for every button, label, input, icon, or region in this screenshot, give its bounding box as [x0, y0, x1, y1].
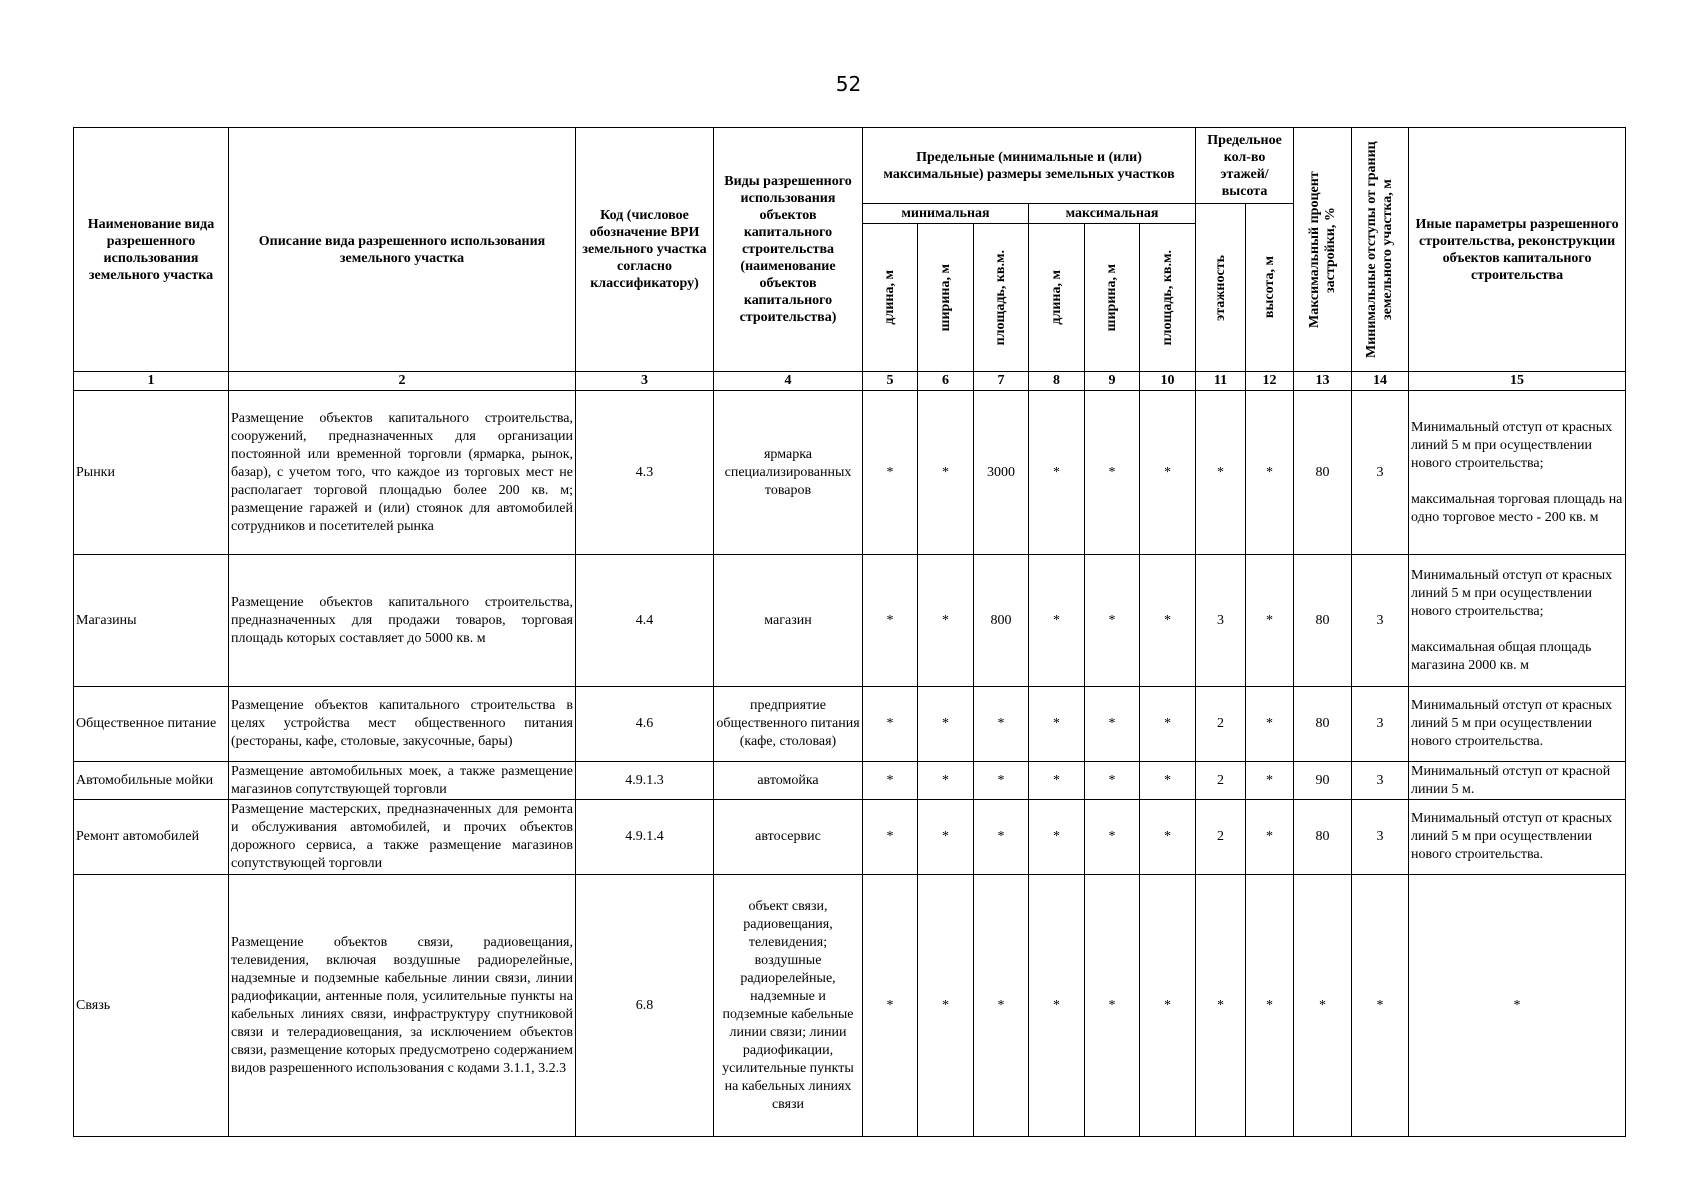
header-code: Код (числовое обозначение ВРИ земельного участка согласно классификатору): [576, 128, 714, 372]
other-param-text: Минимальный отступ от красных линий 5 м при осуществлении нового строительства;: [1411, 567, 1613, 619]
row-other-params: [1409, 800, 1626, 875]
header-limits: Предельные (минимальные и (или) максимальные) размеры земельных участков: [863, 128, 1196, 204]
row-height: *: [1246, 555, 1294, 687]
column-number: 3: [576, 372, 714, 391]
table-row: [74, 687, 1626, 762]
row-setback: 3: [1352, 762, 1409, 800]
header-max-length: длина, м: [1029, 224, 1085, 372]
row-max-area: *: [1140, 555, 1196, 687]
other-param-text: Минимальный отступ от красных линий 5 м при осуществлении нового строительства;: [1411, 419, 1613, 471]
column-number-row: [74, 372, 1626, 391]
row-other-params: [1409, 687, 1626, 762]
row-min-length: *: [863, 391, 918, 555]
row-setback: 3: [1352, 555, 1409, 687]
table-row: [74, 875, 1626, 1137]
row-height: *: [1246, 762, 1294, 800]
row-min-area: 800: [974, 555, 1029, 687]
row-max-length: *: [1029, 875, 1085, 1137]
row-percent: 80: [1294, 687, 1352, 762]
row-percent: 80: [1294, 555, 1352, 687]
row-min-length: *: [863, 555, 918, 687]
row-min-area: *: [974, 875, 1029, 1137]
row-min-length: *: [863, 800, 918, 875]
row-setback: 3: [1352, 800, 1409, 875]
row-percent: 80: [1294, 391, 1352, 555]
row-min-width: *: [918, 800, 974, 875]
column-number: 10: [1140, 372, 1196, 391]
row-storeys: 3: [1196, 555, 1246, 687]
row-max-width: *: [1085, 875, 1140, 1137]
row-max-length: *: [1029, 762, 1085, 800]
column-number: 8: [1029, 372, 1085, 391]
row-description: Размещение объектов капитального строительства, предназначенных для продажи товаров, торговая площадь которых составляет до 5000 кв. м: [229, 555, 576, 687]
header-description: Описание вида разрешенного использования земельного участка: [229, 128, 576, 372]
header-minimal: минимальная: [863, 204, 1029, 224]
row-code: 4.4: [576, 555, 714, 687]
column-number: 12: [1246, 372, 1294, 391]
row-min-area: 3000: [974, 391, 1029, 555]
header-min-width: ширина, м: [918, 224, 974, 372]
table-row: [74, 391, 1626, 555]
row-percent: 80: [1294, 800, 1352, 875]
row-description: Размещение автомобильных моек, а также размещение магазинов сопутствующей торговли: [229, 762, 576, 800]
row-min-length: *: [863, 687, 918, 762]
row-description: Размещение объектов связи, радиовещания, телевидения, включая воздушные радиорелейные, надземные и подземные кабельные линии связи, линии радиофикации, антенные поля, усилительные пункты на кабельных линиях связи, инфраструктуру спутниковой связи и телерадиовещания, за исключением объектов связи, размещение которых предусмотрено содержанием видов разрешенного использования с кодами 3.1.1, 3.2.3: [229, 875, 576, 1137]
row-max-length: *: [1029, 391, 1085, 555]
column-number: 7: [974, 372, 1029, 391]
column-number: 1: [74, 372, 229, 391]
row-height: *: [1246, 800, 1294, 875]
row-max-length: *: [1029, 687, 1085, 762]
row-min-width: *: [918, 687, 974, 762]
row-max-area: *: [1140, 687, 1196, 762]
column-number: 13: [1294, 372, 1352, 391]
other-param-text: Минимальный отступ от красной линии 5 м.: [1411, 763, 1611, 797]
header-percent: Максимальный процент застройки, %: [1294, 128, 1352, 372]
row-max-area: *: [1140, 762, 1196, 800]
row-height: *: [1246, 875, 1294, 1137]
land-use-table: [73, 127, 1626, 1137]
row-kinds: предприятие общественного питания (кафе, столовая): [714, 687, 863, 762]
header-floors: Предельное кол-во этажей/ высота: [1196, 128, 1294, 204]
row-storeys: *: [1196, 875, 1246, 1137]
table-row: [74, 555, 1626, 687]
row-name: Магазины: [74, 555, 229, 687]
row-setback: 3: [1352, 391, 1409, 555]
row-other-params: [1409, 391, 1626, 555]
row-min-length: *: [863, 762, 918, 800]
row-description: Размещение объектов капитального строительства, сооружений, предназначенных для организации постоянной или временной торговли (ярмарка, рынок, базар), с учетом того, что каждое из торговых мест не располагает торговой площадью более 200 кв. м; размещение гаражей и (или) стоянок для автомобилей сотрудников и посетителей рынка: [229, 391, 576, 555]
table-row: [74, 762, 1626, 800]
row-storeys: 2: [1196, 800, 1246, 875]
table-row: [74, 800, 1626, 875]
row-storeys: 2: [1196, 687, 1246, 762]
page-number: 52: [835, 72, 862, 96]
row-min-area: *: [974, 687, 1029, 762]
header-max-area: площадь, кв.м.: [1140, 224, 1196, 372]
row-storeys: *: [1196, 391, 1246, 555]
row-other-params: [1409, 555, 1626, 687]
header-setback: Минимальные отступы от границ земельного участка, м: [1352, 128, 1409, 372]
row-max-width: *: [1085, 555, 1140, 687]
other-param-text: *: [1513, 997, 1521, 1013]
header-other: Иные параметры разрешенного строительства, реконструкции объектов капитального строительства: [1409, 128, 1626, 372]
column-number: 5: [863, 372, 918, 391]
row-name: Рынки: [74, 391, 229, 555]
other-param-text: Минимальный отступ от красных линий 5 м при осуществлении нового строительства.: [1411, 811, 1613, 862]
row-kinds: автосервис: [714, 800, 863, 875]
row-max-width: *: [1085, 800, 1140, 875]
header-height: высота, м: [1246, 204, 1294, 372]
row-description: Размещение мастерских, предназначенных для ремонта и обслуживания автомобилей, и прочих объектов дорожного сервиса, а также размещение магазинов сопутствующей торговли: [229, 800, 576, 875]
row-height: *: [1246, 391, 1294, 555]
row-max-area: *: [1140, 875, 1196, 1137]
header-kinds: Виды разрешенного использования объектов капитального строительства (наименование объектов капитального строительства): [714, 128, 863, 372]
row-min-width: *: [918, 875, 974, 1137]
row-other-params: [1409, 762, 1626, 800]
column-number: 15: [1409, 372, 1626, 391]
column-number: 11: [1196, 372, 1246, 391]
row-min-width: *: [918, 762, 974, 800]
row-setback: *: [1352, 875, 1409, 1137]
row-code: 4.6: [576, 687, 714, 762]
row-max-length: *: [1029, 800, 1085, 875]
row-max-area: *: [1140, 800, 1196, 875]
row-code: 4.9.1.3: [576, 762, 714, 800]
other-param-text: Минимальный отступ от красных линий 5 м при осуществлении нового строительства.: [1411, 698, 1613, 749]
column-number: 4: [714, 372, 863, 391]
row-kinds: ярмарка специализированных товаров: [714, 391, 863, 555]
row-min-width: *: [918, 555, 974, 687]
header-storeys: этажность: [1196, 204, 1246, 372]
header-min-length: длина, м: [863, 224, 918, 372]
row-name: Общественное питание: [74, 687, 229, 762]
row-percent: 90: [1294, 762, 1352, 800]
row-kinds: магазин: [714, 555, 863, 687]
header-name: Наименование вида разрешенного использования земельного участка: [74, 128, 229, 372]
header-max-width: ширина, м: [1085, 224, 1140, 372]
row-description: Размещение объектов капитального строительства в целях устройства мест общественного питания (рестораны, кафе, столовые, закусочные, бары): [229, 687, 576, 762]
row-height: *: [1246, 687, 1294, 762]
row-code: 6.8: [576, 875, 714, 1137]
row-max-area: *: [1140, 391, 1196, 555]
row-storeys: 2: [1196, 762, 1246, 800]
other-param-text: максимальная общая площадь магазина 2000 кв. м: [1411, 639, 1592, 673]
row-max-width: *: [1085, 762, 1140, 800]
row-min-width: *: [918, 391, 974, 555]
row-percent: *: [1294, 875, 1352, 1137]
row-other-params: [1409, 875, 1626, 1137]
row-max-length: *: [1029, 555, 1085, 687]
row-min-length: *: [863, 875, 918, 1137]
column-number: 14: [1352, 372, 1409, 391]
row-name: Автомобильные мойки: [74, 762, 229, 800]
row-code: 4.3: [576, 391, 714, 555]
column-number: 6: [918, 372, 974, 391]
column-number: 9: [1085, 372, 1140, 391]
row-min-area: *: [974, 762, 1029, 800]
header-maximal: максимальная: [1029, 204, 1196, 224]
row-code: 4.9.1.4: [576, 800, 714, 875]
column-number: 2: [229, 372, 576, 391]
header-min-area: площадь, кв.м.: [974, 224, 1029, 372]
row-name: Связь: [74, 875, 229, 1137]
row-min-area: *: [974, 800, 1029, 875]
row-setback: 3: [1352, 687, 1409, 762]
row-name: Ремонт автомобилей: [74, 800, 229, 875]
other-param-text: максимальная торговая площадь на одно торговое место - 200 кв. м: [1411, 491, 1623, 525]
row-kinds: объект связи, радиовещания, телевидения; воздушные радиорелейные, надземные и подземные кабельные линии связи; линии радиофикации, усилительные пункты на кабельных линиях связи: [714, 875, 863, 1137]
row-max-width: *: [1085, 687, 1140, 762]
row-max-width: *: [1085, 391, 1140, 555]
row-kinds: автомойка: [714, 762, 863, 800]
